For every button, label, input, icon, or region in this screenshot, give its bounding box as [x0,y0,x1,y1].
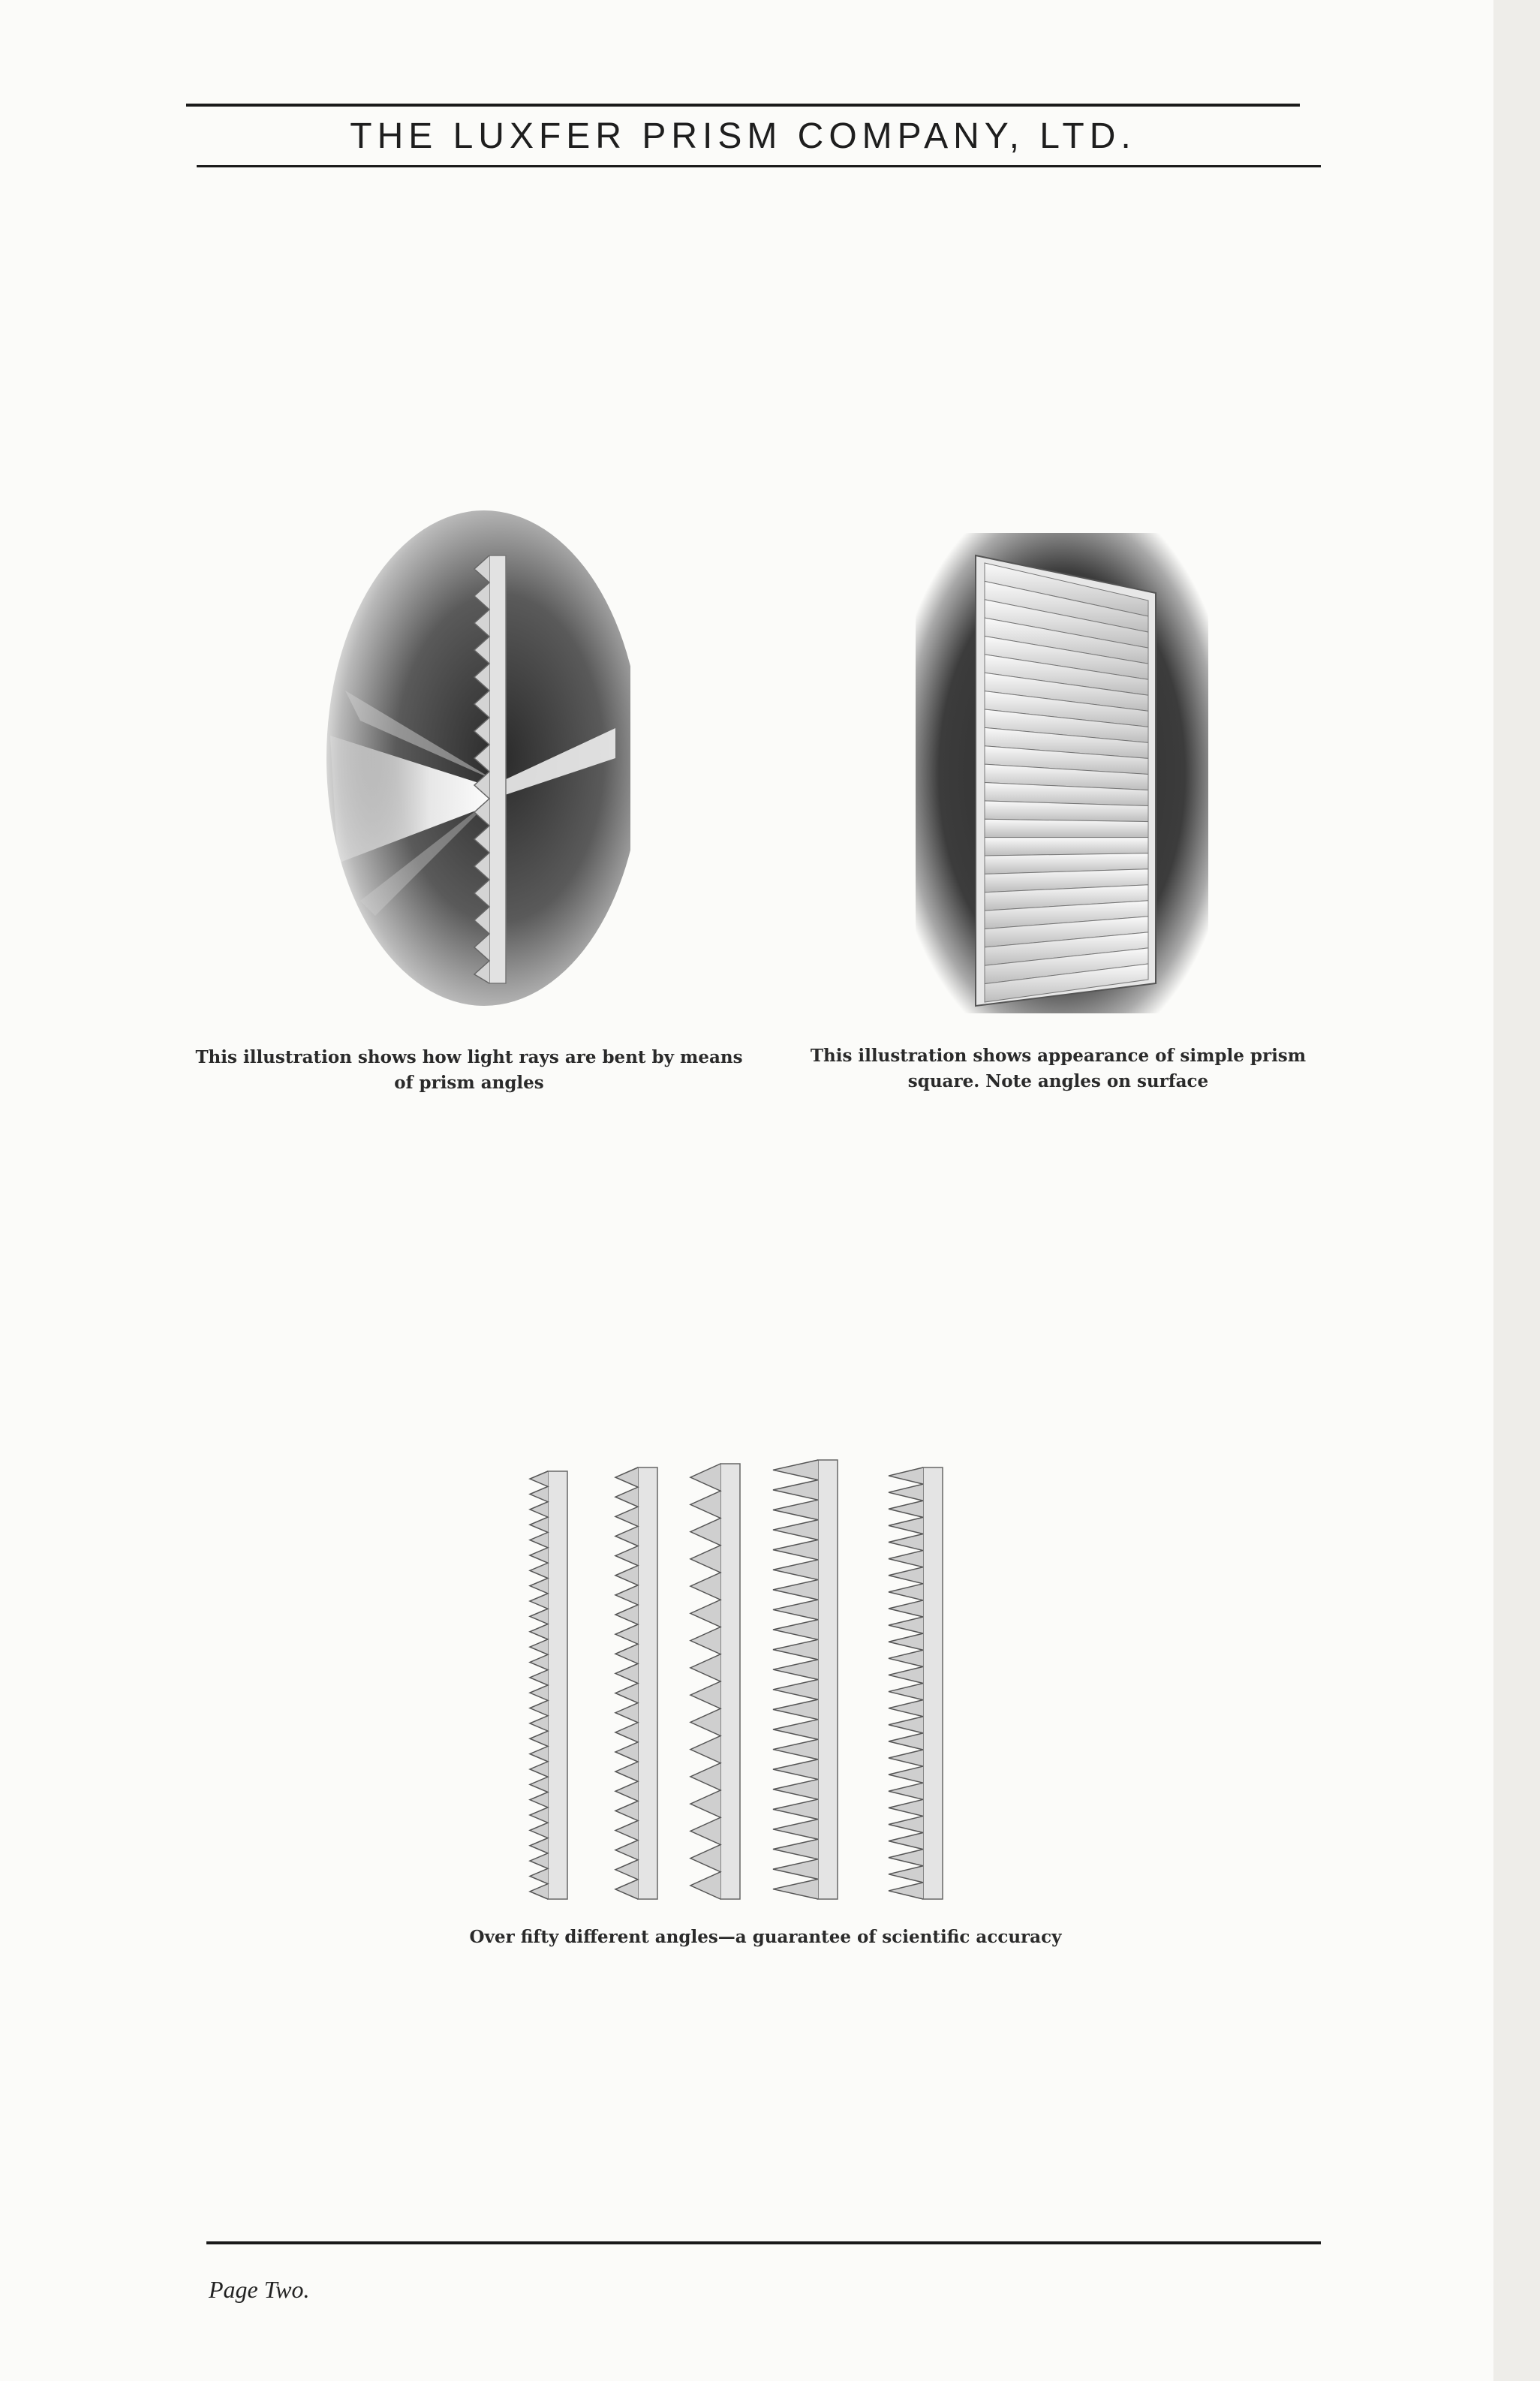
caption-light-rays: This illustration shows how light rays are bent by means of prism angles [195,1047,743,1093]
caption-prism-angles: Over fifty different angles—a guarantee of scientific accuracy [469,1927,1062,1947]
header-rule-bottom [197,165,1321,167]
caption-prism-square: This illustration shows appearance of simple prism square. Note angles on surface [810,1046,1307,1091]
page-number: Page Two. [209,2276,310,2303]
light-rays-illustration [315,510,630,1021]
header-title: THE LUXFER PRISM COMPANY, LTD. [350,116,1136,156]
prism-angles-illustration [518,1449,1013,1929]
prism-profiles [530,1460,943,1899]
header-rule-top [186,104,1300,107]
prism-slats [985,563,1148,1002]
prism-square-illustration [901,525,1216,1021]
footer-rule [206,2241,1321,2244]
page-edge [1493,0,1540,2381]
